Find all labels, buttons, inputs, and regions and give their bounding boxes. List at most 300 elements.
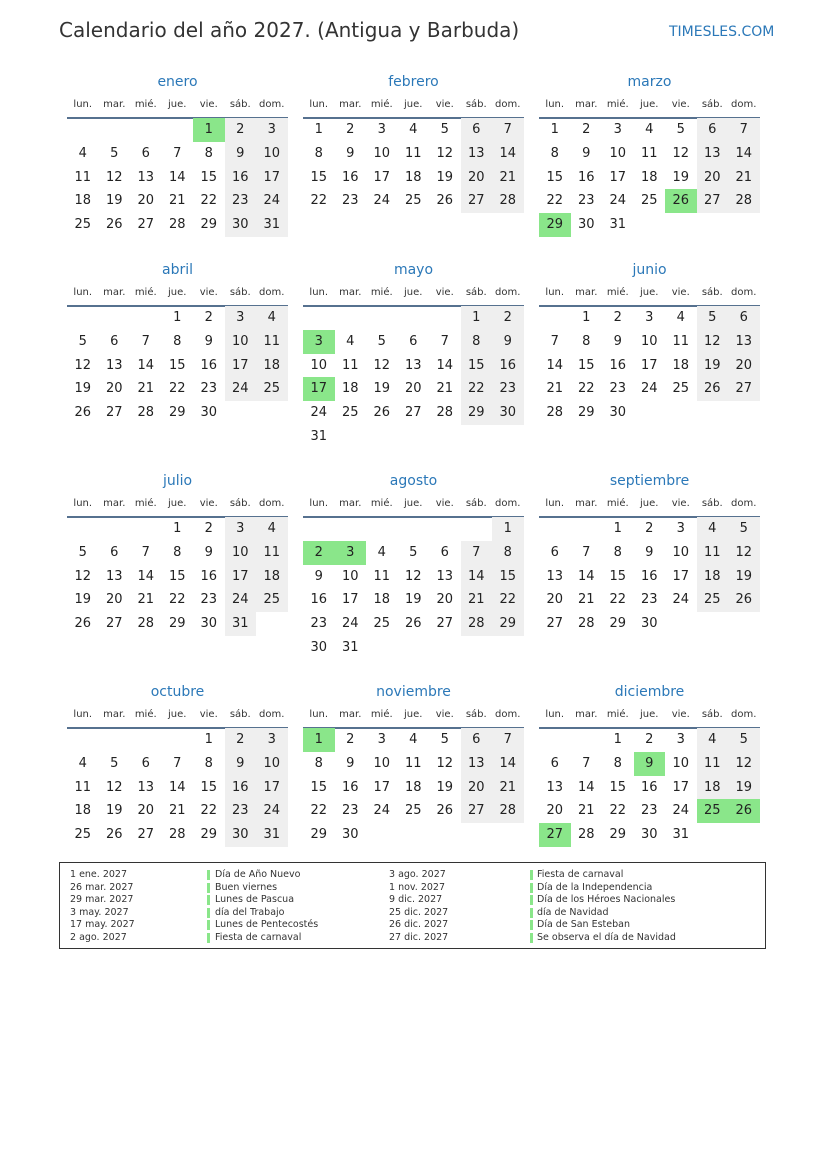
day-cell[interactable]: 10 — [672, 755, 690, 771]
day-cell[interactable]: 8 — [173, 544, 182, 560]
day-cell[interactable]: 6 — [461, 728, 493, 752]
day-cell[interactable]: 31 — [256, 823, 288, 847]
day-cell[interactable]: 2 — [645, 732, 654, 747]
day-cell[interactable]: 1 — [173, 310, 182, 325]
day-cell[interactable]: 19 — [404, 592, 422, 608]
day-cell[interactable]: 6 — [141, 145, 150, 161]
day-cell[interactable]: 1 — [492, 517, 524, 541]
day-cell[interactable]: 12 — [697, 330, 729, 354]
day-cell[interactable]: 24 — [609, 193, 627, 209]
day-cell[interactable]: 5 — [440, 122, 449, 137]
day-cell[interactable]: 1 — [173, 521, 182, 536]
day-cell[interactable]: 21 — [168, 193, 186, 209]
day-cell[interactable]: 12 — [728, 752, 760, 776]
day-cell[interactable]: 11 — [373, 568, 391, 584]
day-cell[interactable]: 4 — [256, 517, 288, 541]
day-cell[interactable]: 16 — [225, 776, 257, 800]
day-cell[interactable]: 30 — [200, 616, 218, 632]
day-cell[interactable]: 30 — [200, 405, 218, 421]
day-cell[interactable]: 29 — [168, 616, 186, 632]
day-cell[interactable]: 16 — [341, 779, 359, 795]
day-cell[interactable]: 3 — [256, 118, 288, 142]
day-cell[interactable]: 1 — [204, 732, 213, 747]
day-cell[interactable]: 9 — [204, 333, 213, 349]
day-cell[interactable]: 29 — [461, 401, 493, 425]
day-cell[interactable]: 23 — [225, 799, 257, 823]
day-cell[interactable]: 18 — [74, 803, 92, 819]
day-cell[interactable]: 11 — [256, 330, 288, 354]
day-cell[interactable]: 24 — [672, 803, 690, 819]
day-cell[interactable]: 4 — [409, 732, 418, 747]
day-cell[interactable]: 2 — [613, 310, 622, 325]
day-cell[interactable]: 26 — [436, 193, 454, 209]
day-cell[interactable]: 11 — [404, 145, 422, 161]
day-cell[interactable]: 2 — [204, 521, 213, 536]
day-cell[interactable]: 8 — [314, 145, 323, 161]
day-cell[interactable]: 15 — [168, 357, 186, 373]
day-cell[interactable]: 13 — [697, 142, 729, 166]
day-cell[interactable]: 30 — [609, 405, 627, 421]
day-cell[interactable]: 5 — [676, 122, 685, 137]
day-cell[interactable]: 21 — [436, 381, 454, 397]
day-cell[interactable]: 21 — [137, 381, 155, 397]
day-cell[interactable]: 2 — [582, 122, 591, 137]
day-cell[interactable]: 11 — [256, 541, 288, 565]
day-cell[interactable]: 3 — [335, 541, 367, 565]
day-cell[interactable]: 24 — [256, 189, 288, 213]
day-cell[interactable]: 4 — [409, 122, 418, 137]
day-cell[interactable]: 15 — [310, 779, 328, 795]
day-cell[interactable]: 18 — [404, 779, 422, 795]
day-cell[interactable]: 9 — [346, 145, 355, 161]
day-cell[interactable]: 5 — [697, 306, 729, 330]
day-cell[interactable]: 24 — [225, 377, 257, 401]
day-cell[interactable]: 20 — [105, 592, 123, 608]
day-cell[interactable]: 9 — [346, 755, 355, 771]
day-cell[interactable]: 17 — [303, 377, 335, 401]
day-cell[interactable]: 4 — [697, 728, 729, 752]
day-cell[interactable]: 13 — [546, 568, 564, 584]
day-cell[interactable]: 9 — [225, 142, 257, 166]
day-cell[interactable]: 30 — [640, 616, 658, 632]
day-cell[interactable]: 28 — [577, 827, 595, 843]
day-cell[interactable]: 2 — [303, 541, 335, 565]
day-cell[interactable]: 27 — [137, 217, 155, 233]
day-cell[interactable]: 14 — [137, 357, 155, 373]
day-cell[interactable]: 8 — [314, 755, 323, 771]
day-cell[interactable]: 19 — [74, 381, 92, 397]
day-cell[interactable]: 25 — [74, 827, 92, 843]
day-cell[interactable]: 18 — [74, 193, 92, 209]
day-cell[interactable]: 21 — [728, 166, 760, 190]
day-cell[interactable]: 19 — [373, 381, 391, 397]
day-cell[interactable]: 24 — [256, 799, 288, 823]
day-cell[interactable]: 26 — [105, 827, 123, 843]
day-cell[interactable]: 5 — [728, 517, 760, 541]
day-cell[interactable]: 31 — [310, 429, 328, 444]
day-cell[interactable]: 7 — [728, 118, 760, 142]
day-cell[interactable]: 25 — [404, 803, 422, 819]
day-cell[interactable]: 25 — [672, 381, 690, 397]
day-cell[interactable]: 22 — [310, 803, 328, 819]
day-cell[interactable]: 9 — [634, 752, 666, 776]
day-cell[interactable]: 4 — [78, 145, 87, 161]
day-cell[interactable]: 14 — [168, 169, 186, 185]
day-cell[interactable]: 6 — [461, 118, 493, 142]
day-cell[interactable]: 21 — [546, 381, 564, 397]
day-cell[interactable]: 14 — [577, 779, 595, 795]
day-cell[interactable]: 14 — [492, 142, 524, 166]
day-cell[interactable]: 7 — [550, 333, 559, 349]
day-cell[interactable]: 29 — [168, 405, 186, 421]
day-cell[interactable]: 23 — [609, 381, 627, 397]
day-cell[interactable]: 14 — [461, 565, 493, 589]
day-cell[interactable]: 1 — [582, 310, 591, 325]
day-cell[interactable]: 27 — [436, 616, 454, 632]
day-cell[interactable]: 1 — [613, 732, 622, 747]
day-cell[interactable]: 19 — [74, 592, 92, 608]
day-cell[interactable]: 28 — [492, 799, 524, 823]
day-cell[interactable]: 10 — [256, 142, 288, 166]
day-cell[interactable]: 26 — [697, 377, 729, 401]
day-cell[interactable]: 2 — [204, 310, 213, 325]
day-cell[interactable]: 16 — [310, 592, 328, 608]
day-cell[interactable]: 24 — [225, 588, 257, 612]
day-cell[interactable]: 21 — [137, 592, 155, 608]
day-cell[interactable]: 4 — [697, 517, 729, 541]
day-cell[interactable]: 12 — [672, 145, 690, 161]
day-cell[interactable]: 1 — [193, 118, 225, 142]
day-cell[interactable]: 21 — [577, 803, 595, 819]
day-cell[interactable]: 17 — [609, 169, 627, 185]
day-cell[interactable]: 20 — [461, 166, 493, 190]
day-cell[interactable]: 21 — [492, 776, 524, 800]
day-cell[interactable]: 4 — [377, 544, 386, 560]
day-cell[interactable]: 23 — [640, 592, 658, 608]
day-cell[interactable]: 15 — [609, 779, 627, 795]
day-cell[interactable]: 12 — [105, 169, 123, 185]
day-cell[interactable]: 6 — [141, 755, 150, 771]
day-cell[interactable]: 18 — [672, 357, 690, 373]
day-cell[interactable]: 14 — [137, 568, 155, 584]
day-cell[interactable]: 7 — [461, 541, 493, 565]
day-cell[interactable]: 10 — [609, 145, 627, 161]
day-cell[interactable]: 23 — [577, 193, 595, 209]
day-cell[interactable]: 2 — [492, 306, 524, 330]
day-cell[interactable]: 2 — [346, 732, 355, 747]
day-cell[interactable]: 19 — [672, 169, 690, 185]
day-cell[interactable]: 30 — [577, 217, 595, 233]
day-cell[interactable]: 17 — [256, 776, 288, 800]
day-cell[interactable]: 8 — [613, 544, 622, 560]
day-cell[interactable]: 14 — [546, 357, 564, 373]
day-cell[interactable]: 10 — [225, 330, 257, 354]
day-cell[interactable]: 3 — [303, 330, 335, 354]
day-cell[interactable]: 9 — [225, 752, 257, 776]
day-cell[interactable]: 23 — [200, 381, 218, 397]
day-cell[interactable]: 23 — [492, 377, 524, 401]
day-cell[interactable]: 10 — [373, 145, 391, 161]
day-cell[interactable]: 31 — [256, 213, 288, 237]
day-cell[interactable]: 20 — [404, 381, 422, 397]
day-cell[interactable]: 20 — [137, 803, 155, 819]
day-cell[interactable]: 22 — [609, 803, 627, 819]
day-cell[interactable]: 13 — [546, 779, 564, 795]
day-cell[interactable]: 14 — [168, 779, 186, 795]
day-cell[interactable]: 5 — [110, 755, 119, 771]
day-cell[interactable]: 23 — [310, 616, 328, 632]
day-cell[interactable]: 4 — [256, 306, 288, 330]
day-cell[interactable]: 18 — [373, 592, 391, 608]
day-cell[interactable]: 26 — [728, 799, 760, 823]
day-cell[interactable]: 23 — [341, 803, 359, 819]
day-cell[interactable]: 4 — [645, 122, 654, 137]
day-cell[interactable]: 18 — [256, 565, 288, 589]
day-cell[interactable]: 28 — [461, 612, 493, 636]
day-cell[interactable]: 16 — [640, 568, 658, 584]
day-cell[interactable]: 16 — [225, 166, 257, 190]
day-cell[interactable]: 8 — [204, 755, 213, 771]
day-cell[interactable]: 17 — [672, 779, 690, 795]
day-cell[interactable]: 14 — [436, 357, 454, 373]
day-cell[interactable]: 19 — [436, 169, 454, 185]
day-cell[interactable]: 11 — [697, 752, 729, 776]
day-cell[interactable]: 6 — [697, 118, 729, 142]
day-cell[interactable]: 12 — [436, 755, 454, 771]
day-cell[interactable]: 5 — [440, 732, 449, 747]
day-cell[interactable]: 17 — [225, 565, 257, 589]
day-cell[interactable]: 29 — [609, 827, 627, 843]
day-cell[interactable]: 27 — [137, 827, 155, 843]
day-cell[interactable]: 20 — [546, 803, 564, 819]
day-cell[interactable]: 25 — [404, 193, 422, 209]
day-cell[interactable]: 19 — [436, 779, 454, 795]
day-cell[interactable]: 2 — [225, 728, 257, 752]
day-cell[interactable]: 18 — [697, 776, 729, 800]
day-cell[interactable]: 2 — [645, 521, 654, 536]
day-cell[interactable]: 17 — [225, 354, 257, 378]
day-cell[interactable]: 9 — [492, 330, 524, 354]
day-cell[interactable]: 18 — [640, 169, 658, 185]
day-cell[interactable]: 28 — [168, 217, 186, 233]
day-cell[interactable]: 21 — [492, 166, 524, 190]
day-cell[interactable]: 27 — [546, 616, 564, 632]
day-cell[interactable]: 7 — [582, 544, 591, 560]
day-cell[interactable]: 1 — [461, 306, 493, 330]
day-cell[interactable]: 17 — [373, 169, 391, 185]
day-cell[interactable]: 8 — [492, 541, 524, 565]
day-cell[interactable]: 8 — [461, 330, 493, 354]
day-cell[interactable]: 16 — [640, 779, 658, 795]
day-cell[interactable]: 4 — [78, 755, 87, 771]
day-cell[interactable]: 20 — [436, 592, 454, 608]
day-cell[interactable]: 11 — [74, 779, 92, 795]
day-cell[interactable]: 26 — [105, 217, 123, 233]
day-cell[interactable]: 15 — [577, 357, 595, 373]
day-cell[interactable]: 8 — [173, 333, 182, 349]
day-cell[interactable]: 17 — [256, 166, 288, 190]
day-cell[interactable]: 16 — [492, 354, 524, 378]
day-cell[interactable]: 13 — [404, 357, 422, 373]
day-cell[interactable]: 28 — [168, 827, 186, 843]
day-cell[interactable]: 17 — [373, 779, 391, 795]
day-cell[interactable]: 12 — [74, 357, 92, 373]
day-cell[interactable]: 30 — [310, 640, 328, 655]
day-cell[interactable]: 25 — [640, 193, 658, 209]
day-cell[interactable]: 25 — [256, 588, 288, 612]
day-cell[interactable]: 29 — [310, 827, 328, 843]
day-cell[interactable]: 22 — [200, 803, 218, 819]
day-cell[interactable]: 7 — [492, 728, 524, 752]
day-cell[interactable]: 9 — [645, 544, 654, 560]
day-cell[interactable]: 29 — [492, 612, 524, 636]
day-cell[interactable]: 26 — [436, 803, 454, 819]
day-cell[interactable]: 28 — [137, 405, 155, 421]
day-cell[interactable]: 3 — [225, 306, 257, 330]
day-cell[interactable]: 20 — [728, 354, 760, 378]
day-cell[interactable]: 13 — [461, 752, 493, 776]
day-cell[interactable]: 22 — [200, 193, 218, 209]
day-cell[interactable]: 20 — [105, 381, 123, 397]
day-cell[interactable]: 2 — [346, 122, 355, 137]
day-cell[interactable]: 22 — [168, 381, 186, 397]
day-cell[interactable]: 18 — [697, 565, 729, 589]
day-cell[interactable]: 6 — [409, 333, 418, 349]
day-cell[interactable]: 1 — [303, 728, 335, 752]
day-cell[interactable]: 13 — [137, 169, 155, 185]
day-cell[interactable]: 21 — [461, 588, 493, 612]
day-cell[interactable]: 18 — [341, 381, 359, 397]
day-cell[interactable]: 26 — [373, 405, 391, 421]
day-cell[interactable]: 8 — [550, 145, 559, 161]
day-cell[interactable]: 22 — [168, 592, 186, 608]
day-cell[interactable]: 11 — [74, 169, 92, 185]
day-cell[interactable]: 30 — [492, 401, 524, 425]
site-link[interactable]: TIMESLES.COM — [669, 24, 775, 40]
day-cell[interactable]: 3 — [377, 732, 386, 747]
day-cell[interactable]: 23 — [200, 592, 218, 608]
day-cell[interactable]: 4 — [346, 333, 355, 349]
day-cell[interactable]: 16 — [200, 568, 218, 584]
day-cell[interactable]: 13 — [137, 779, 155, 795]
day-cell[interactable]: 15 — [168, 568, 186, 584]
day-cell[interactable]: 25 — [697, 799, 729, 823]
day-cell[interactable]: 28 — [492, 189, 524, 213]
day-cell[interactable]: 9 — [613, 333, 622, 349]
day-cell[interactable]: 10 — [256, 752, 288, 776]
day-cell[interactable]: 22 — [310, 193, 328, 209]
day-cell[interactable]: 9 — [314, 568, 323, 584]
day-cell[interactable]: 5 — [377, 333, 386, 349]
day-cell[interactable]: 11 — [640, 145, 658, 161]
day-cell[interactable]: 14 — [728, 142, 760, 166]
day-cell[interactable]: 5 — [409, 544, 418, 560]
day-cell[interactable]: 17 — [640, 357, 658, 373]
day-cell[interactable]: 26 — [74, 405, 92, 421]
day-cell[interactable]: 15 — [492, 565, 524, 589]
day-cell[interactable]: 19 — [728, 565, 760, 589]
day-cell[interactable]: 28 — [728, 189, 760, 213]
day-cell[interactable]: 2 — [225, 118, 257, 142]
day-cell[interactable]: 11 — [672, 333, 690, 349]
day-cell[interactable]: 15 — [200, 779, 218, 795]
day-cell[interactable]: 10 — [310, 357, 328, 373]
day-cell[interactable]: 24 — [373, 193, 391, 209]
day-cell[interactable]: 11 — [341, 357, 359, 373]
day-cell[interactable]: 8 — [204, 145, 213, 161]
day-cell[interactable]: 11 — [697, 541, 729, 565]
day-cell[interactable]: 29 — [200, 217, 218, 233]
day-cell[interactable]: 20 — [546, 592, 564, 608]
day-cell[interactable]: 20 — [137, 193, 155, 209]
day-cell[interactable]: 16 — [609, 357, 627, 373]
day-cell[interactable]: 21 — [168, 803, 186, 819]
day-cell[interactable]: 20 — [697, 166, 729, 190]
day-cell[interactable]: 13 — [105, 568, 123, 584]
day-cell[interactable]: 5 — [78, 333, 87, 349]
day-cell[interactable]: 21 — [577, 592, 595, 608]
day-cell[interactable]: 10 — [225, 541, 257, 565]
day-cell[interactable]: 28 — [137, 616, 155, 632]
day-cell[interactable]: 24 — [640, 381, 658, 397]
day-cell[interactable]: 6 — [110, 333, 119, 349]
day-cell[interactable]: 25 — [74, 217, 92, 233]
day-cell[interactable]: 12 — [728, 541, 760, 565]
day-cell[interactable]: 27 — [461, 189, 493, 213]
day-cell[interactable]: 27 — [404, 405, 422, 421]
day-cell[interactable]: 5 — [110, 145, 119, 161]
day-cell[interactable]: 18 — [256, 354, 288, 378]
day-cell[interactable]: 10 — [672, 544, 690, 560]
day-cell[interactable]: 23 — [640, 803, 658, 819]
day-cell[interactable]: 27 — [697, 189, 729, 213]
day-cell[interactable]: 29 — [609, 616, 627, 632]
day-cell[interactable]: 19 — [105, 193, 123, 209]
day-cell[interactable]: 5 — [78, 544, 87, 560]
day-cell[interactable]: 30 — [225, 823, 257, 847]
day-cell[interactable]: 27 — [461, 799, 493, 823]
day-cell[interactable]: 6 — [550, 544, 559, 560]
day-cell[interactable]: 4 — [676, 310, 685, 325]
day-cell[interactable]: 17 — [341, 592, 359, 608]
day-cell[interactable]: 31 — [672, 827, 690, 843]
day-cell[interactable]: 10 — [373, 755, 391, 771]
day-cell[interactable]: 22 — [609, 592, 627, 608]
day-cell[interactable]: 10 — [640, 333, 658, 349]
day-cell[interactable]: 26 — [74, 616, 92, 632]
day-cell[interactable]: 22 — [461, 377, 493, 401]
day-cell[interactable]: 12 — [74, 568, 92, 584]
day-cell[interactable]: 28 — [546, 405, 564, 421]
day-cell[interactable]: 24 — [672, 592, 690, 608]
day-cell[interactable]: 23 — [341, 193, 359, 209]
day-cell[interactable]: 13 — [728, 330, 760, 354]
day-cell[interactable]: 6 — [728, 306, 760, 330]
day-cell[interactable]: 24 — [373, 803, 391, 819]
day-cell[interactable]: 25 — [373, 616, 391, 632]
day-cell[interactable]: 16 — [200, 357, 218, 373]
day-cell[interactable]: 26 — [404, 616, 422, 632]
day-cell[interactable]: 7 — [173, 145, 182, 161]
day-cell[interactable]: 15 — [609, 568, 627, 584]
day-cell[interactable]: 28 — [436, 405, 454, 421]
day-cell[interactable]: 14 — [577, 568, 595, 584]
day-cell[interactable]: 7 — [440, 333, 449, 349]
day-cell[interactable]: 31 — [609, 217, 627, 233]
day-cell[interactable]: 13 — [105, 357, 123, 373]
day-cell[interactable]: 9 — [582, 145, 591, 161]
day-cell[interactable]: 1 — [613, 521, 622, 536]
